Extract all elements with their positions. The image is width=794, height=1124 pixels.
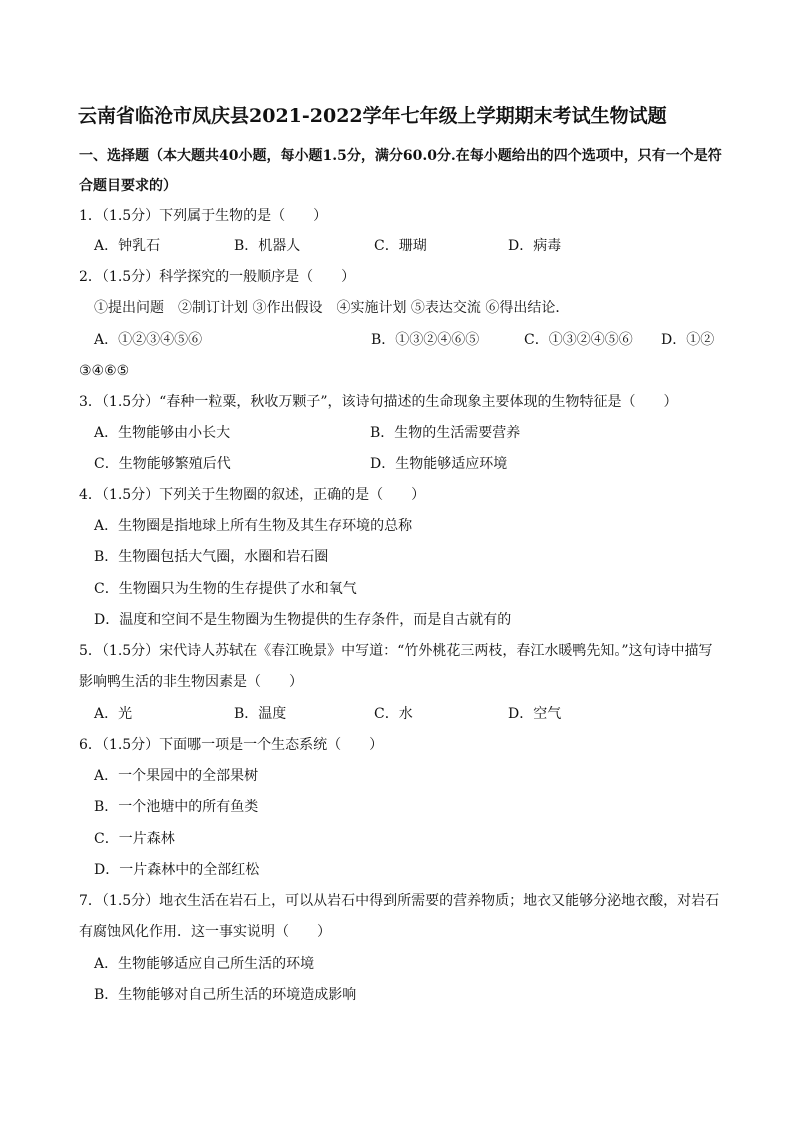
question-7-option-a: A．生物能够适应自己所生活的环境 bbox=[94, 956, 315, 972]
section-heading-line-2: 合题目要求的） bbox=[79, 178, 177, 194]
question-2-option-d-continued: ③④⑥⑤ bbox=[79, 363, 130, 379]
option-b: B．①③②④⑥⑤ bbox=[371, 332, 480, 348]
question-4-option-a: A．生物圈是指地球上所有生物及其生存环境的总称 bbox=[94, 518, 413, 534]
question-6-option-d: D．一片森林中的全部红松 bbox=[94, 862, 260, 878]
question-6-stem: 6．（1.5分）下面哪一项是一个生态系统（ ） bbox=[79, 737, 384, 753]
option-d: D．生物能够适应环境 bbox=[370, 456, 508, 472]
option-a: A．光 bbox=[94, 706, 133, 722]
question-4-stem: 4．（1.5分）下列关于生物圈的叙述，正确的是（ ） bbox=[79, 487, 426, 503]
question-7-stem-line-1: 7．（1.5分）地衣生活在岩石上，可以从岩石中得到所需要的营养物质；地衣又能够分泌地衣酸，对岩石 bbox=[79, 893, 720, 909]
option-b: B．温度 bbox=[234, 706, 287, 722]
option-c: C．珊瑚 bbox=[374, 238, 427, 254]
option-d: D．①② bbox=[661, 332, 715, 348]
question-6-option-a: A．一个果园中的全部果树 bbox=[94, 768, 259, 784]
page-title: 云南省临沧市凤庆县2021-2022学年七年级上学期期末考试生物试题 bbox=[78, 105, 667, 127]
question-1-stem: 1．（1.5分）下列属于生物的是（ ） bbox=[79, 208, 328, 224]
option-b: B．生物的生活需要营养 bbox=[370, 425, 521, 441]
question-2-steps: ①提出问题 ②制订计划 ③作出假设 ④实施计划 ⑤表达交流 ⑥得出结论． bbox=[94, 300, 570, 316]
option-d: D．病毒 bbox=[508, 238, 562, 254]
question-6-option-b: B．一个池塘中的所有鱼类 bbox=[94, 799, 259, 815]
option-c: C．生物能够繁殖后代 bbox=[94, 456, 231, 472]
question-7-stem-line-2: 有腐蚀风化作用．这一事实说明（ ） bbox=[79, 924, 331, 940]
question-4-option-b: B．生物圈包括大气圈，水圈和岩石圈 bbox=[94, 549, 329, 565]
question-2-stem: 2．（1.5分）科学探究的一般顺序是（ ） bbox=[79, 269, 356, 285]
question-5-stem-line-2: 影响鸭生活的非生物因素是（ ） bbox=[79, 674, 303, 690]
question-4-option-d: D．温度和空间不是生物圈为生物提供的生存条件，而是自古就有的 bbox=[94, 612, 512, 628]
section-heading-line-1: 一、选择题（本大题共40小题，每小题1.5分，满分60.0分.在每小题给出的四个选项中，只有一个是符 bbox=[79, 148, 722, 164]
option-c: C．水 bbox=[374, 706, 413, 722]
question-4-option-c: C．生物圈只为生物的生存提供了水和氧气 bbox=[94, 581, 357, 597]
option-b: B．机器人 bbox=[234, 238, 301, 254]
question-6-option-c: C．一片森林 bbox=[94, 831, 175, 847]
question-5-stem-line-1: 5．（1.5分）宋代诗人苏轼在《春江晚景》中写道：“竹外桃花三两枝，春江水暖鸭先知。”这句诗中描写 bbox=[79, 643, 713, 659]
question-7-option-b: B．生物能够对自己所生活的环境造成影响 bbox=[94, 987, 357, 1003]
option-c: C．①③②④⑤⑥ bbox=[524, 332, 633, 348]
question-3-stem: 3．（1.5分）“春种一粒粟，秋收万颗子”，该诗句描述的生命现象主要体现的生物特征是（ ） bbox=[79, 394, 678, 410]
option-a: A．生物能够由小长大 bbox=[94, 425, 231, 441]
option-a: A．①②③④⑤⑥ bbox=[94, 332, 203, 348]
option-d: D．空气 bbox=[508, 706, 562, 722]
option-a: A．钟乳石 bbox=[94, 238, 161, 254]
